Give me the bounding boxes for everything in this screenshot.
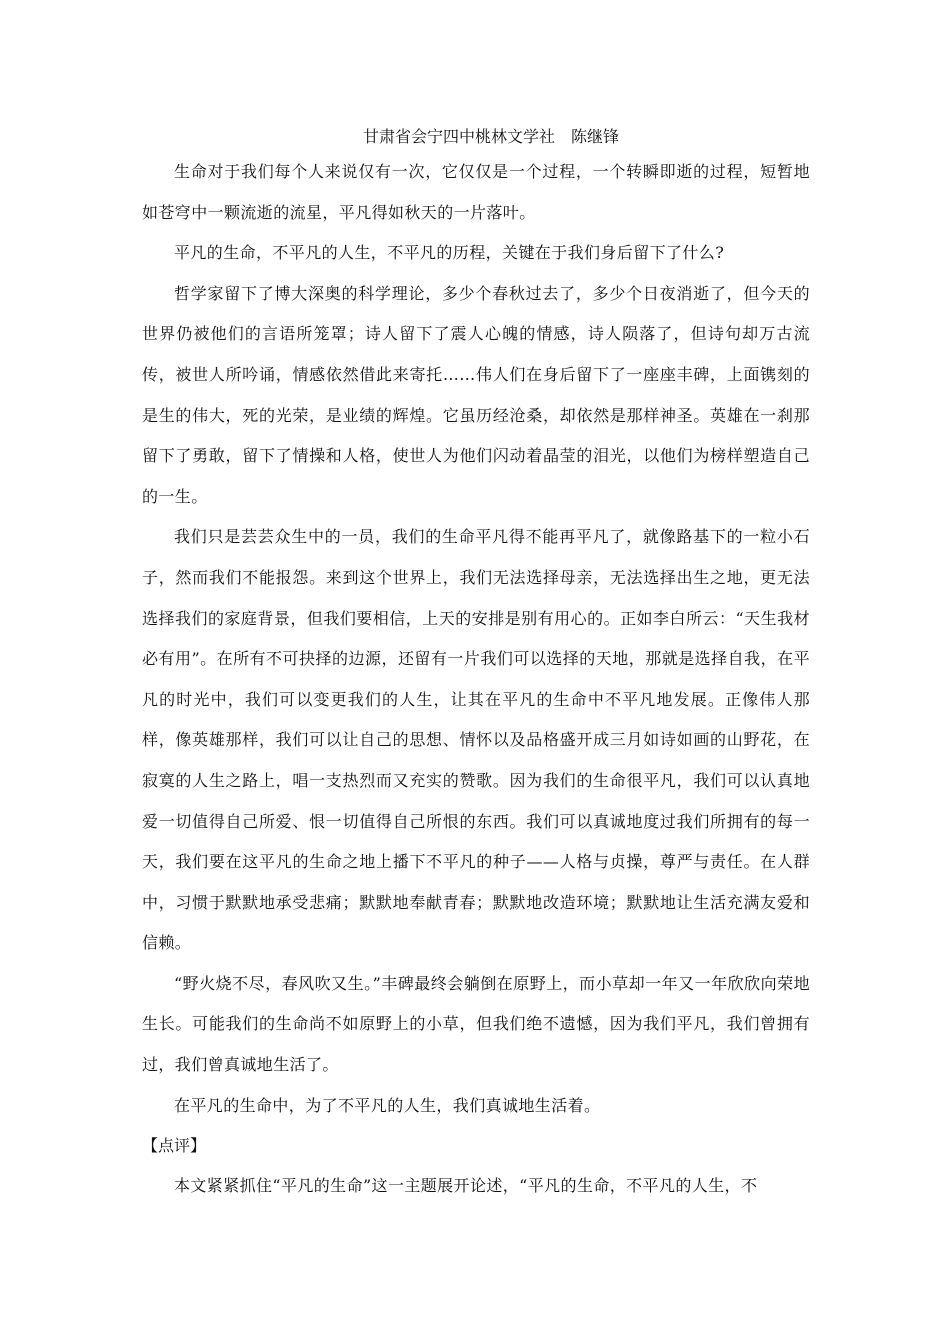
comment-paragraph: 本文紧紧抓住“平凡的生命”这一主题展开论述，“平凡的生命，不平凡的人生，不 bbox=[174, 1176, 758, 1196]
paragraph-3: 哲学家留下了博大深奥的科学理论，多少个春秋过去了，多少个日夜消逝了，但今天的世界仍被他们的言语所笼罩；诗人留下了震人心魄的情感，诗人陨落了，但诗句却万古流传，被世人所吟诵，情感依然借此来寄托……伟人们在身后留下了一座座丰碑，上面镌刻的是生的伟大，死的光荣，是业绩的辉煌。它虽历经沧桑，却依然是那样神圣。英雄在一刹那留下了勇敢，留下了情操和人格，使世人为他们闪动着晶莹的泪光，以他们为榜样塑造自己的一生。 bbox=[142, 283, 810, 506]
comment-heading: 【点评】 bbox=[142, 1136, 207, 1156]
paragraph-2: 平凡的生命，不平凡的人生，不平凡的历程，关键在于我们身后留下了什么? bbox=[174, 243, 725, 263]
paragraph-1: 生命对于我们每个人来说仅有一次，它仅仅是一个过程，一个转瞬即逝的过程，短暂地如苍穹中一颗流逝的流星，平凡得如秋天的一片落叶。 bbox=[142, 162, 810, 222]
author-byline: 甘肃省会宁四中桃林文学社 陈继锋 bbox=[362, 127, 619, 146]
document-body bbox=[142, 122, 810, 1207]
paragraph-4: 我们只是芸芸众生中的一员，我们的生命平凡得不能再平凡了，就像路基下的一粒小石子，然而我们不能报怨。来到这个世界上，我们无法选择母亲，无法选择出生之地，更无法选择我们的家庭背景，但我们要相信，上天的安排是别有用心的。正如李白所云：“天生我材必有用”。在所有不可抉择的边源，还留有一片我们可以选择的天地，那就是选择自我，在平凡的时光中，我们可以变更我们的人生，让其在平凡的生命中不平凡地发展。正像伟人那样，像英雄那样，我们可以让自己的思想、情怀以及品格盛开成三月如诗如画的山野花，在寂寞的人生之路上，唱一支热烈而又充实的赞歌。因为我们的生命很平凡，我们可以认真地爱一切值得自己所爱、恨一切值得自己所恨的东西。我们可以真诚地度过我们所拥有的每一天，我们要在这平凡的生命之地上播下不平凡的种子——人格与贞操，尊严与责任。在人群中，习惯于默默地承受悲痛；默默地奉献青春；默默地改造环境；默默地让生活充满友爱和信赖。 bbox=[142, 527, 810, 953]
paragraph-5: “野火烧不尽，春风吹又生。”丰碑最终会躺倒在原野上，而小草却一年又一年欣欣向荣地生长。可能我们的生命尚不如原野上的小草，但我们绝不遗憾，因为我们平凡，我们曾拥有过，我们曾真诚地生活了。 bbox=[142, 973, 810, 1075]
paragraph-6: 在平凡的生命中，为了不平凡的人生，我们真诚地生活着。 bbox=[174, 1095, 601, 1115]
